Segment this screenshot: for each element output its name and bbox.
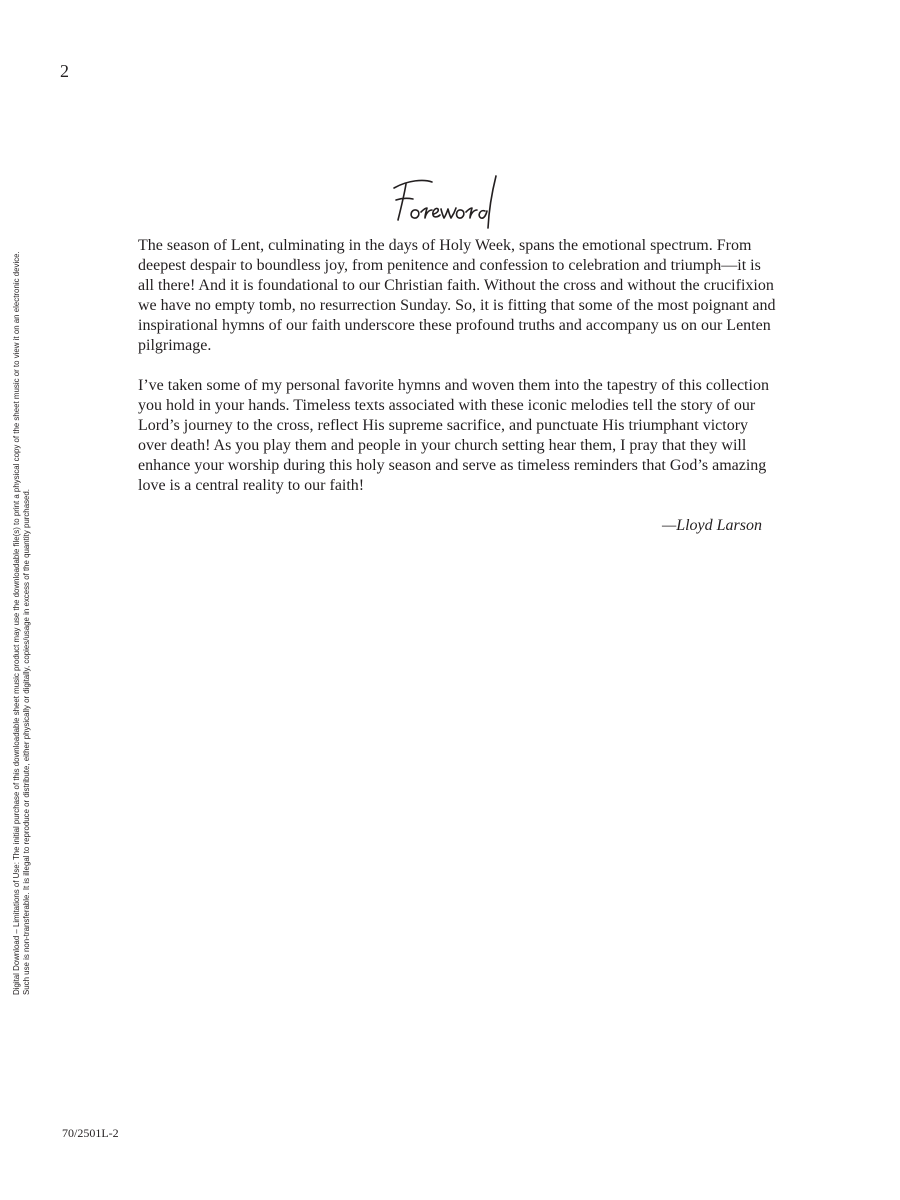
foreword-title — [380, 170, 520, 240]
foreword-body — [138, 236, 778, 496]
usage-notice-line-2: Such use is non-transferable. It is illegal to reproduce or distribute, either physically or digitally, copies/usage in excess of the quantity purchased. — [22, 488, 31, 995]
page-number: 2 — [60, 61, 69, 81]
usage-notice — [12, 195, 32, 995]
usage-notice-line-1: Digital Download – Limitations of Use: The initial purchase of this downloadable sheet music product may use the downloadable file(s) to print a physical copy of the sheet music or to view it on an electronic device. — [12, 251, 21, 995]
footer-code: 70/2501L-2 — [62, 1126, 119, 1140]
foreword-script-title-icon — [380, 170, 520, 240]
foreword-paragraph-2: I’ve taken some of my personal favorite hymns and woven them into the tapestry of this collection you hold in your hands. Timeless texts associated with these iconic melodies tell the story of our Lord’s journey to the cross, reflect His supreme sacrifice, and punctuate His triumphant victory over death! As you play them and people in your church setting hear them, I pray that they will enhance your worship during this holy season and serve as timeless reminders that God’s amazing love is a central reality to our faith! — [138, 377, 769, 494]
foreword-signature: —Lloyd Larson — [661, 517, 762, 534]
foreword-paragraph-1: The season of Lent, culminating in the days of Holy Week, spans the emotional spectrum. From deepest despair to boundless joy, from penitence and confession to celebration and triumph—it is all there! And it is foundational to our Christian faith. Without the cross and without the crucifixion we have no empty tomb, no resurrection Sunday. So, it is fitting that some of the most poignant and inspirational hymns of our faith underscore these profound truths and accompany us on our Lenten pilgrimage. — [138, 237, 776, 354]
